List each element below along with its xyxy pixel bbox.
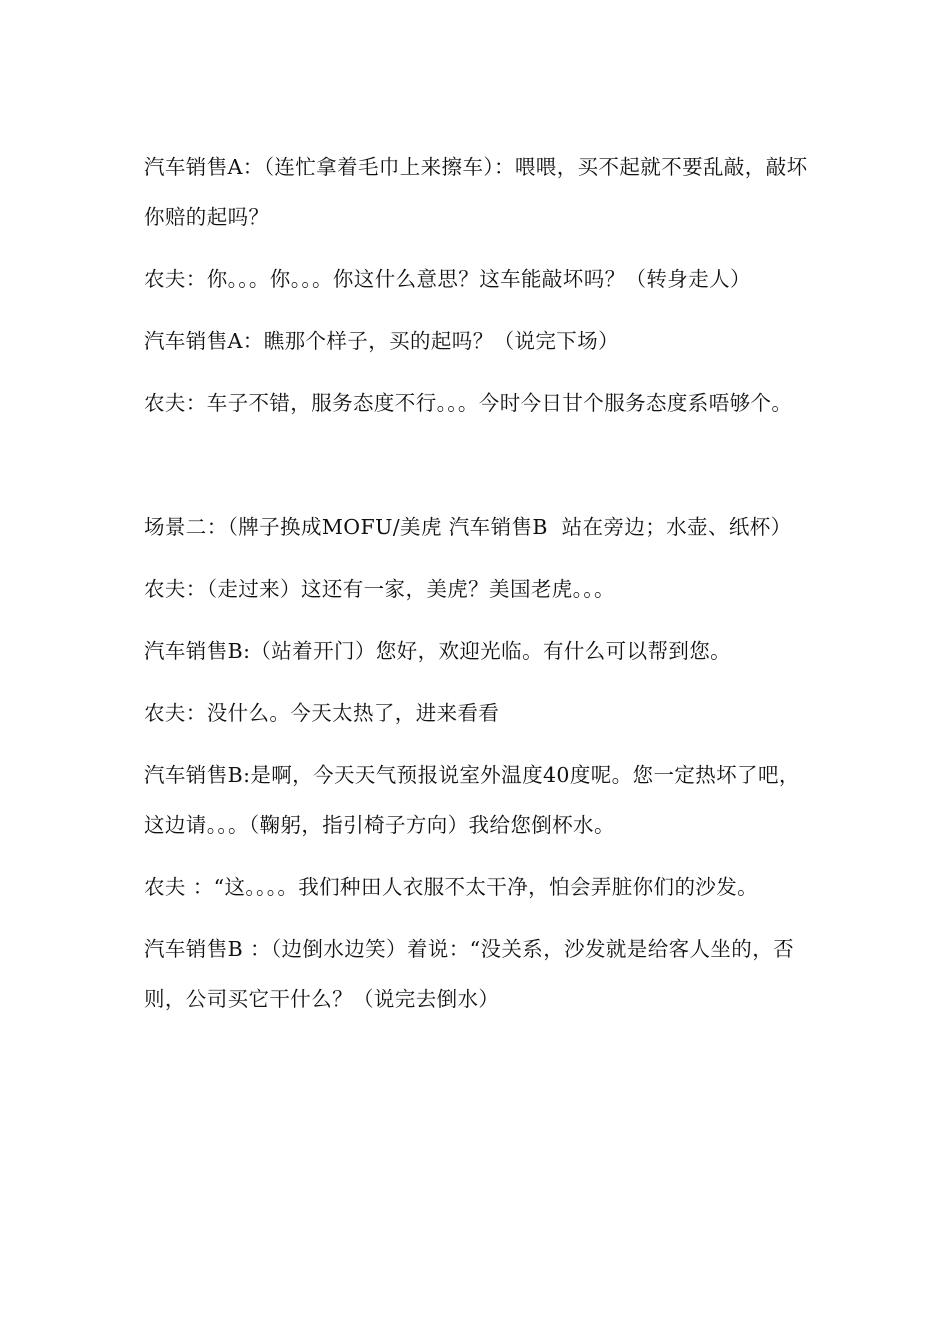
scene-two-heading: 场景二：（牌子换成MOFU/美虎 汽车销售B 站在旁边；水壶、纸杯）: [144, 515, 792, 539]
dialogue-farmer-arrives: 农夫：（走过来）这还有一家，美虎？美国老虎。。。: [144, 577, 615, 601]
dialogue-salesman-b-sofa: 汽车销售B ：（边倒水边笑）着说：“没关系，沙发就是给客人坐的，否则，公司买它干什么？（说完去倒水）: [144, 937, 795, 1011]
dialogue-farmer-reply: 农夫：你。。。你。。。你这什么意思？这车能敲坏吗？（转身走人）: [144, 267, 751, 291]
dialogue-farmer-just-looking: 农夫：没什么。今天太热了，进来看看: [144, 701, 500, 725]
dialogue-farmer-comment: 农夫：车子不错，服务态度不行。。。今时今日甘个服务态度系唔够个。: [144, 391, 793, 415]
dialogue-salesman-b-greeting: 汽车销售B:（站着开门）您好，欢迎光临。有什么可以帮到您。: [144, 639, 732, 663]
scene-break: [144, 440, 812, 502]
script-body: [144, 142, 812, 1036]
dialogue-farmer-dirty-clothes: 农夫 ：“这。。。。我们种田人衣服不太干净，怕会弄脏你们的沙发。: [144, 875, 759, 899]
dialogue-salesman-b-weather: 汽车销售B:是啊，今天天气预报说室外温度40度呢。您一定热坏了吧，这边请。。。（鞠躬，指引椅子方向）我给您倒杯水。: [144, 763, 800, 837]
dialogue-salesman-a-exit: 汽车销售A：瞧那个样子，买的起吗？（说完下场）: [144, 329, 620, 353]
dialogue-salesman-a-wipes-car: 汽车销售A：（连忙拿着毛巾上来擦车）：喂喂，买不起就不要乱敲，敲坏你赔的起吗？: [144, 155, 808, 229]
